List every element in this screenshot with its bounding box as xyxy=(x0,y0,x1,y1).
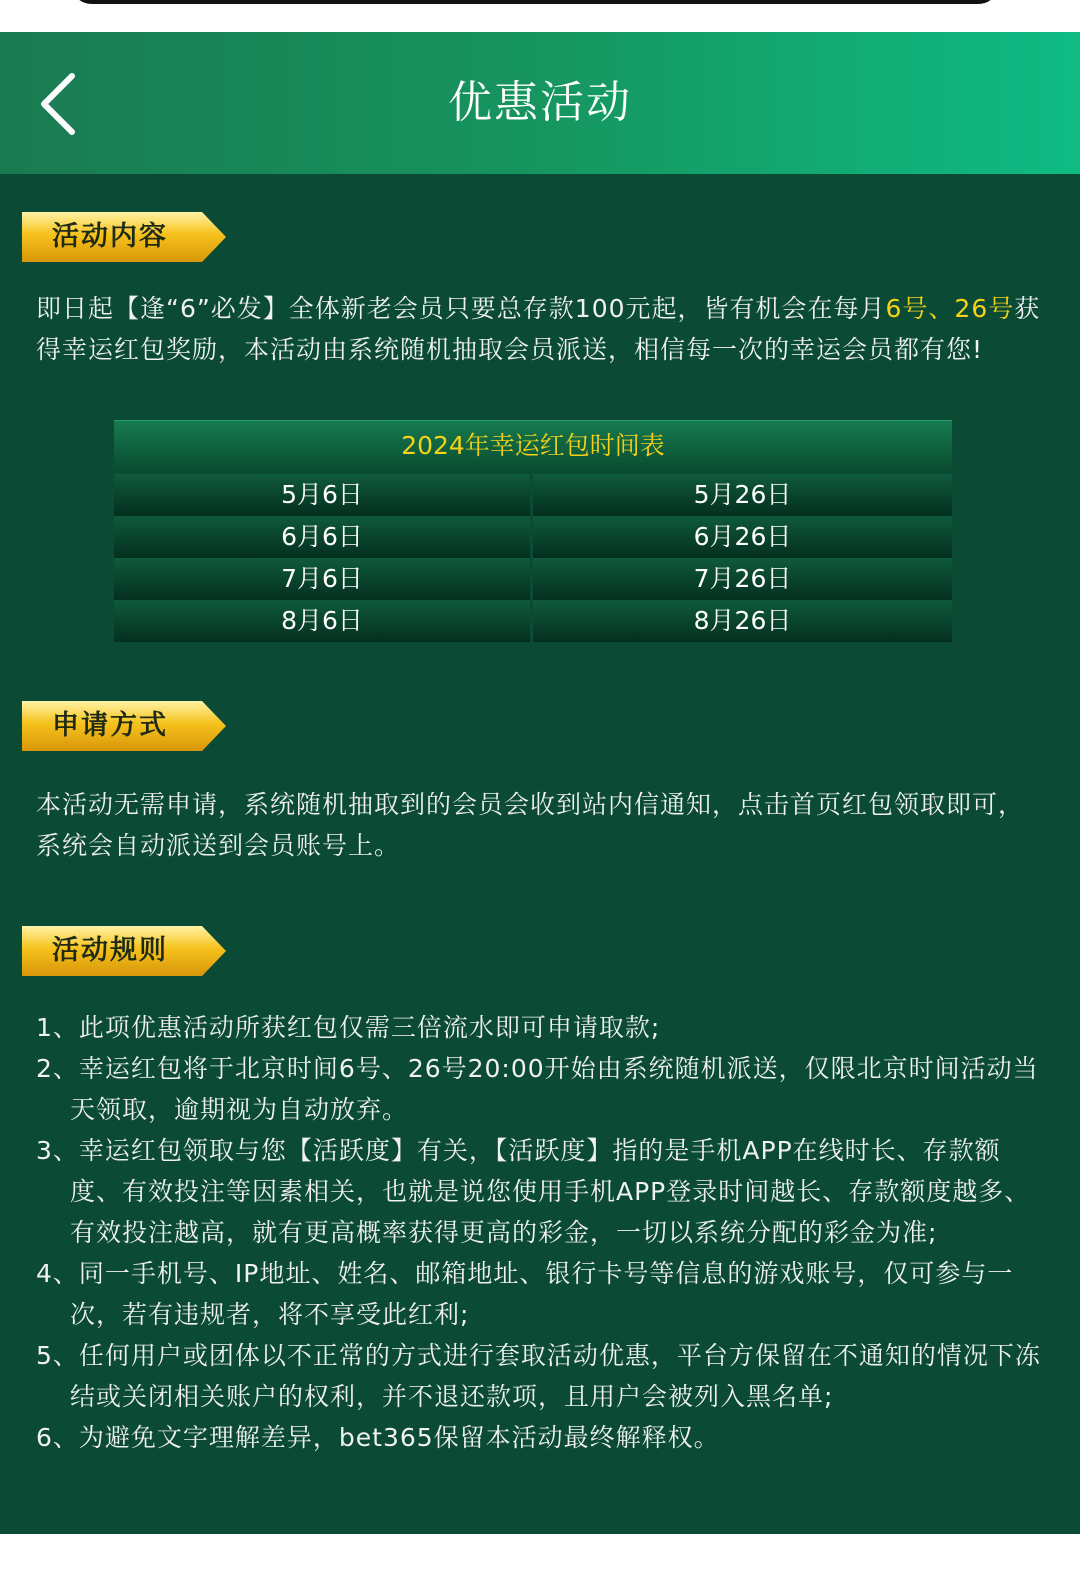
section-badge-rules xyxy=(22,926,226,976)
rule-item: 5、任何用户或团体以不正常的方式进行套取活动优惠，平台方保留在不通知的情况下冻结或关闭相关账户的权利，并不退还款项，且用户会被列入黑名单; xyxy=(36,1341,1041,1411)
table-cell: 8月6日 xyxy=(114,600,530,642)
app-header xyxy=(0,32,1080,174)
table-row xyxy=(114,600,952,642)
rule-item: 2、幸运红包将于北京时间6号、26号20:00开始由系统随机派送，仅限北京时间活动当天领取，逾期视为自动放弃。 xyxy=(36,1054,1039,1124)
bottom-area xyxy=(0,1534,1080,1579)
content-area xyxy=(0,174,1080,1534)
table-cell: 5月26日 xyxy=(533,474,952,516)
apply-paragraph: 本活动无需申请，系统随机抽取到的会员会收到站内信通知，点击首页红包领取即可，系统会自动派送到会员账号上。 xyxy=(36,790,1025,860)
intro-text-start: 即日起【逢“6”必发】全体新老会员只要总存款100元起，皆有机会在每月 xyxy=(36,294,886,323)
chevron-left-icon xyxy=(30,68,100,138)
section-badge-content xyxy=(22,212,226,262)
table-cell: 5月6日 xyxy=(114,474,530,516)
table-row xyxy=(114,516,952,558)
table-row xyxy=(114,474,952,516)
table-cell: 7月6日 xyxy=(114,558,530,600)
table-cell: 7月26日 xyxy=(533,558,952,600)
table-cell: 6月26日 xyxy=(533,516,952,558)
section-badge-apply xyxy=(22,701,226,751)
intro-text-end: 获得幸运红包奖励，本活动由系统随机抽取会员派送，相信每一次的幸运会员都有您! xyxy=(36,294,1041,364)
rule-item: 1、此项优惠活动所获红包仅需三倍流水即可申请取款; xyxy=(36,1013,661,1042)
page-title: 优惠活动 xyxy=(448,77,632,128)
intro-paragraph xyxy=(36,288,1046,370)
schedule-table xyxy=(114,420,952,645)
rules-list xyxy=(36,1007,1046,1458)
rule-item: 6、为避免文字理解差异，bet365保留本活动最终解释权。 xyxy=(36,1423,720,1452)
top-pill-decoration xyxy=(70,0,1000,4)
table-cell: 8月26日 xyxy=(533,600,952,642)
intro-highlight: 6号、26号 xyxy=(885,294,1015,323)
status-area xyxy=(0,0,1080,32)
section-title-rules: 活动规则 xyxy=(52,935,168,966)
schedule-title: 2024年幸运红包时间表 xyxy=(114,420,952,471)
section-title-apply: 申请方式 xyxy=(52,710,168,741)
back-button[interactable] xyxy=(30,68,100,138)
table-cell: 6月6日 xyxy=(114,516,530,558)
section-title-content: 活动内容 xyxy=(52,221,168,252)
table-row xyxy=(114,558,952,600)
rule-item: 4、同一手机号、IP地址、姓名、邮箱地址、银行卡号等信息的游戏账号，仅可参与一次，若有违规者，将不享受此红利; xyxy=(36,1259,1014,1329)
rule-item: 3、幸运红包领取与您【活跃度】有关，【活跃度】指的是手机APP在线时长、存款额度、有效投注等因素相关，也就是说您使用手机APP登录时间越长、存款额度越多、有效投注越高，就有更高概率获得更高的彩金，一切以系统分配的彩金为准; xyxy=(36,1136,1031,1247)
